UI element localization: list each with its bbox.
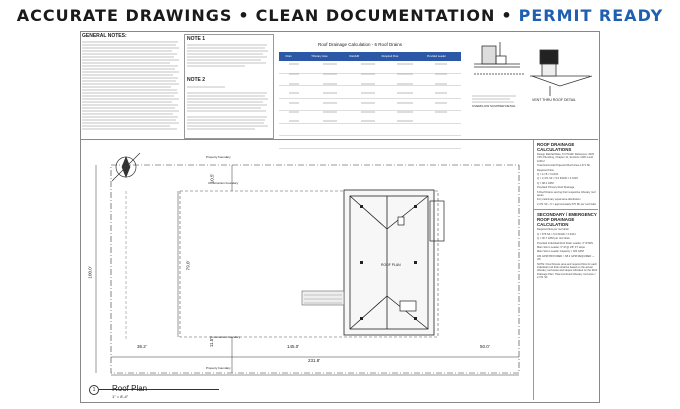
general-notes <box>82 33 182 137</box>
calc-header-rain: Rain/HR <box>341 52 369 61</box>
dim-d3: 50.0' <box>480 344 490 349</box>
rp-text-8: Required flow per roof drain <box>537 228 570 232</box>
rp-divider <box>534 209 598 210</box>
rp-eq-1: Q = A / B = 0.0104 <box>537 173 559 177</box>
rp-text-6: For preliminary equal area distribution <box>537 198 581 202</box>
drawing-number: 1 <box>89 385 99 395</box>
rp-text-2: Total Horizontal Projected Roof Area 2,471 SF <box>537 164 591 168</box>
dim-left: 100.0' <box>87 266 93 279</box>
dim-top: 10.5' <box>209 173 215 184</box>
dim-total: 231.8' <box>308 358 321 363</box>
construction-boundary-bottom-label: Construction boundary <box>210 335 241 339</box>
calc-table-title: Roof Drainage Calculation - 6 Roof Drains <box>318 42 403 47</box>
dim-mid-left: 79.0' <box>185 260 191 271</box>
scupper-detail-label: OVERFLOW SCUPPER DETAIL <box>472 104 516 108</box>
rp-eq-2: Q = 2,471 SF × 5.0 IN/HR = 0.0104 <box>537 177 578 181</box>
calc-table-cell-marks <box>279 60 461 126</box>
rp-text-9: Provided Individual Roof Drain Leader: 4" Ø MIN <box>537 241 593 245</box>
right-calc-panel <box>533 140 598 400</box>
banner-sep-2: • <box>501 5 513 25</box>
banner-part-2: CLEAN DOCUMENTATION <box>255 5 496 25</box>
calc-header-flow: Required Flow <box>368 52 412 61</box>
note2-text-lines <box>185 83 271 139</box>
general-notes-title: GENERAL NOTES: <box>82 33 127 39</box>
vent-detail-label: VENT THRU ROOF DETAIL <box>532 98 576 102</box>
rp-text-7: 2,471 SF ÷ 6 = approximately 576 SF per roof drain <box>537 202 597 206</box>
rp-text-4: Provided Primary Roof Drainage <box>537 186 575 190</box>
rp-text-1: Design Rainfall Rate, 5.0 IN/HR. Reference: 2022 CPC Plumbing, Chapter 11, Sections 1106.1 and 1106.2 <box>537 153 595 163</box>
dim-d1: 36.2' <box>137 344 147 349</box>
property-boundary-top-label: Property boundary <box>206 155 231 159</box>
roof-plan-label: ROOF PLAN <box>381 263 401 267</box>
rp-title-2: SECONDARY / EMERGENCY ROOF DRAINAGE CALCULATION <box>537 212 597 228</box>
banner-part-1: ACCURATE DRAWINGS <box>16 5 233 25</box>
note2-title: NOTE 2 <box>187 77 206 83</box>
roof-plan-drawing <box>82 141 532 383</box>
rp-eq-3: Q = 68.2 GPM <box>537 181 554 185</box>
banner <box>0 0 680 30</box>
rp-text-13: NOTE: Final fixtures area and required flow for each individual roof drain shall be based on the actual tributary roof areas and slopes indicated on the Roof Drainage Plan. Total combined tributary roof area = 2,471 SF <box>537 262 598 280</box>
rp-eq-5: Q = 30.7 GPM per roof drain <box>537 237 570 241</box>
banner-part-3: PERMIT READY <box>518 5 664 25</box>
rp-text-3: Required Flow <box>537 168 554 172</box>
notes-box <box>184 34 274 139</box>
north-arrow-icon <box>112 153 140 181</box>
drawing-scale: 1" = 8'-4" <box>112 394 129 399</box>
rp-text-11: Main Storm Leader Capacity = 184 GPM <box>537 250 584 254</box>
dim-d2: 145.0' <box>287 344 300 349</box>
calc-header-area: Tributary Area <box>298 52 340 61</box>
banner-sep-1: • <box>238 5 250 25</box>
rp-eq-4: Q = 576 SF × 5.0 IN/HR = 0.0104 <box>537 232 576 236</box>
construction-boundary-top-label: Construction boundary <box>208 181 239 185</box>
rp-text-10: Main Storm Leader: 6" Ø @ 1/8" FT slope <box>537 245 585 249</box>
drawing-title: Roof Plan <box>112 384 148 393</box>
calc-header-drain: Drain <box>279 52 298 61</box>
rp-text-12: 184 GPM PROVIDED > 68.2 GPM REQUIRED — OK <box>537 254 595 262</box>
note1-title: NOTE 1 <box>187 36 206 42</box>
construction-details <box>470 36 596 134</box>
rp-text-5: 6 Roof Drains serving their respective tributary roof areas <box>537 190 596 198</box>
property-boundary-bottom-label: Property boundary <box>206 366 231 370</box>
general-notes-text-lines <box>82 39 182 135</box>
rp-title-1: ROOF DRAINAGE CALCULATIONS <box>537 142 575 152</box>
dim-bottom: 11.5' <box>209 337 215 348</box>
calc-header-leader: Provided Leader <box>412 52 461 61</box>
note1-text-lines <box>185 42 271 72</box>
